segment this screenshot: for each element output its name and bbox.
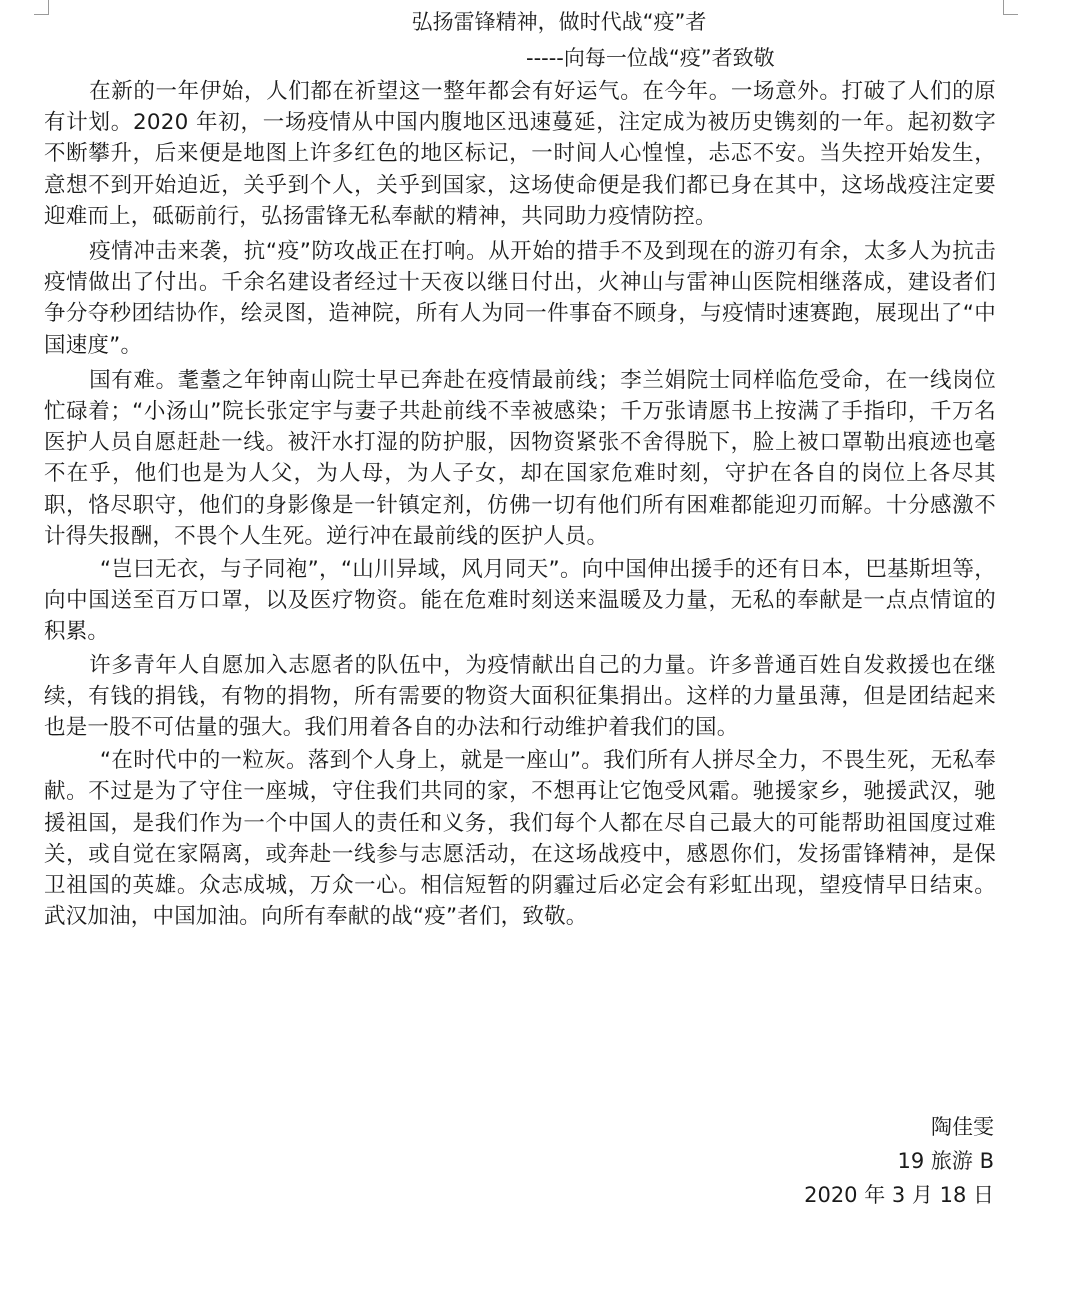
document-subtitle: -----向每一位战“疫”者致敬: [526, 46, 775, 70]
signature-date: 2020 年 3 月 18 日: [804, 1183, 994, 1207]
paragraph-5: 许多青年人自愿加入志愿者的队伍中，为疫情献出自己的力量。许多普通百姓自发救援也在继续，有钱的捐钱，有物的捐物，所有需要的物资大面积征集捐出。这样的力量虽薄，但是团结起来也是一股不可估量的强大。我们用着各自的办法和行动维护着我们的国。: [44, 652, 996, 741]
author-class: 19 旅游 B: [897, 1149, 994, 1173]
document-body: [44, 76, 996, 932]
document-title: 弘扬雷锋精神，做时代战“疫”者: [411, 10, 707, 34]
paragraph-4: “岂曰无衣，与子同袍”，“山川异域，风月同天”。向中国伸出援手的还有日本，巴基斯坦等，向中国送至百万口罩，以及医疗物资。能在危难时刻送来温暖及力量，无私的奉献是一点点情谊的积累。: [44, 557, 996, 645]
paragraph-2: 疫情冲击来袭，抗“疫”防攻战正在打响。从开始的措手不及到现在的游刃有余，太多人为抗击疫情做出了付出。千余名建设者经过十天夜以继日付出，火神山与雷神山医院相继落成，建设者们争分夺秒团结协作，绘灵图，造神院，所有人为同一件事奋不顾身，与疫情时速赛跑，展现出了“中国速度”。: [44, 239, 996, 358]
paragraph-6: “在时代中的一粒灰。落到个人身上，就是一座山”。我们所有人拼尽全力，不畏生死，无私奉献。不过是为了守住一座城，守住我们共同的家，不想再让它饱受风霜。驰援家乡，驰援武汉，驰援祖国，是我们作为一个中国人的责任和义务，我们每个人都在尽自己最大的可能帮助祖国度过难关，或自觉在家隔离，或奔赴一线参与志愿活动，在这场战疫中，感恩你们，发扬雷锋精神，是保卫祖国的英雄。众志成城，万众一心。相信短暂的阴霾过后必定会有彩虹出现，望疫情早日结束。武汉加油，中国加油。向所有奉献的战“疫”者们，致敬。: [44, 748, 996, 930]
paragraph-1: 在新的一年伊始，人们都在祈望这一整年都会有好运气。在今年。一场意外。打破了人们的原有计划。2020 年初，一场疫情从中国内腹地区迅速蔓延，注定成为被历史镌刻的一年。起初数字不断攀升，后来便是地图上许多红色的地区标记，一时间人心惶惶，忐忑不安。当失控开始发生，意想不到开始迫近，关乎到个人，关乎到国家，这场使命便是我们都已身在其中，这场战疫注定要迎难而上，砥砺前行，弘扬雷锋无私奉献的精神，共同助力疫情防控。: [44, 79, 996, 229]
paragraph-3: 国有难。耄耋之年钟南山院士早已奔赴在疫情最前线；李兰娟院士同样临危受命，在一线岗位忙碌着；“小汤山”院长张定宇与妻子共赴前线不幸被感染；千万张请愿书上按满了手指印，千万名医护人员自愿赶赴一线。被汗水打湿的防护服，因物资紧张不舍得脱下，脸上被口罩勒出痕迹也毫不在乎，他们也是为人父，为人母，为人子女，却在国家危难时刻，守护在各自的岗位上各尽其职，恪尽职守，他们的身影像是一针镇定剂，仿佛一切有他们所有困难都能迎刃而解。十分感激不计得失报酬，不畏个人生死。逆行冲在最前线的医护人员。: [44, 367, 996, 549]
author-name: 陶佳雯: [931, 1115, 994, 1139]
signature-block: [804, 1110, 994, 1212]
